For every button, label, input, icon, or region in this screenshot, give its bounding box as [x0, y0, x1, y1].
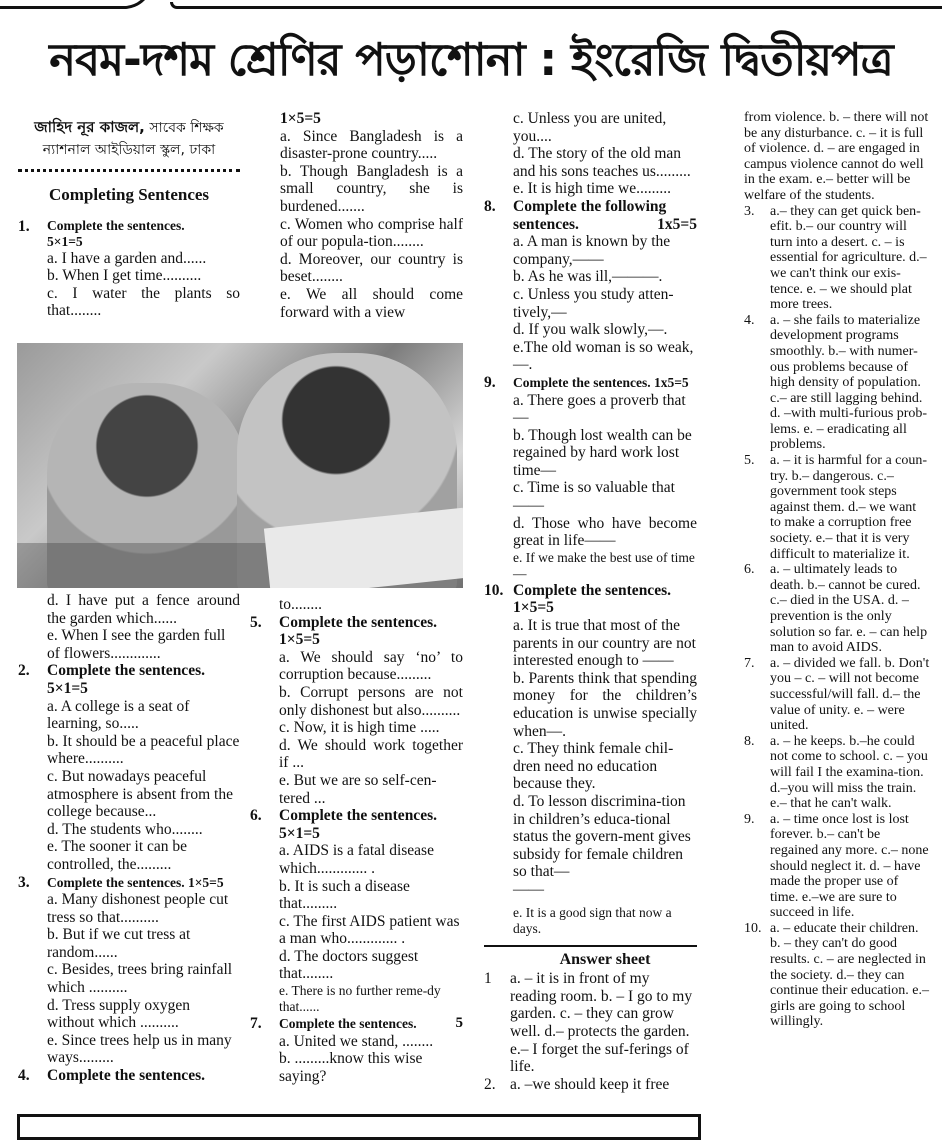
answer-item — [484, 1076, 697, 1094]
question-marks: 5 — [455, 1015, 463, 1032]
answer-text: from violence. b. – there will not be any disturbance. c. – it is full of violence. d. – are engaged in campus violence cannot do well in the exam. e.– better will be welfare of the students. — [744, 110, 929, 203]
answer-text: a. –we should keep it free — [510, 1075, 670, 1093]
list-item: a. Since Bangladesh is a disaster-prone country..... — [280, 127, 463, 163]
question-6 — [250, 807, 463, 1015]
answer-number: 1 — [484, 970, 492, 988]
answer-number: 9. — [744, 811, 755, 827]
question-2 — [18, 662, 240, 873]
question-5 — [250, 614, 463, 808]
question-number: 9. — [484, 373, 496, 391]
answer-text: a.– they can get quick ben-efit. b.– our country will turn into a desert. c. – is essential for agriculture. d.– we can't think our exis-tence. e. – we should plat more trees. — [770, 203, 927, 313]
answer-number: 2. — [484, 1075, 496, 1093]
answer-item — [744, 453, 930, 562]
list-item: e. It is a good sign that now a days. — [513, 904, 672, 936]
question-marks: 5×1=5 — [47, 233, 83, 249]
question-number: 4. — [18, 1067, 30, 1085]
top-border-bar — [170, 2, 942, 9]
list-item: c. The first AIDS patient was a man who............. . — [279, 912, 460, 948]
list-item: c. But nowadays peaceful atmosphere is absent from the college because... — [47, 767, 233, 821]
list-item: d. The story of the old man and his sons teaches us......... — [513, 145, 691, 180]
list-item: d. Those who have become great in life—— — [513, 514, 697, 550]
column-1 — [18, 116, 240, 320]
question-heading: Complete the sentences. — [279, 807, 437, 825]
answer-item — [744, 812, 930, 921]
answer-list — [744, 204, 930, 1030]
top-border-arc — [0, 0, 153, 9]
list-item: b. Though Bangladesh is a small country, she is burdened....... — [280, 162, 463, 215]
answer-text: a. – divided we fall. b. Don't you – c. – will not become successful/will fall. d.– the value of unity. e. – were united. — [770, 655, 930, 734]
question-heading — [513, 198, 697, 233]
list-item: —— — [513, 880, 544, 898]
answer-number: 5. — [744, 453, 755, 469]
list-item: a. AIDS is a fatal disease which............. . — [279, 842, 434, 877]
question-number: 8. — [484, 197, 496, 215]
list-item: c. They think female chil-dren need no education because they. — [513, 740, 674, 793]
dotted-divider — [18, 169, 240, 172]
list-item: to........ — [279, 596, 323, 613]
list-item: e. When I see the garden full of flowers............. — [47, 627, 226, 662]
list-item: e. Since trees help us in many ways......... — [47, 1031, 232, 1067]
question-10 — [484, 582, 697, 937]
column-2-continued — [250, 596, 463, 1085]
answer-text: a. – she fails to materialize development programs smoothly. b.– with numer-ous problems because of high density of population. c.– are still lagging behind. d. –with multi-furious prob-lems. e. – eradicating all problems. — [770, 312, 928, 453]
list-item: b. It is such a disease that......... — [279, 877, 410, 913]
answer-item — [744, 204, 930, 313]
question-9 — [484, 374, 697, 582]
list-item: b. Though lost wealth can be regained by hard work lost time— — [513, 426, 692, 479]
answer-text: a. – ultimately leads to death. b.– cannot be cured. c.– died in the USA. d. – prevention is the only solution so far. e. – can help man to avoid AIDS. — [770, 562, 928, 656]
answer-item — [744, 734, 930, 812]
bottom-box — [17, 1114, 701, 1140]
question-heading: Complete the sentences. — [513, 581, 671, 599]
column-1-continued — [18, 592, 240, 1085]
list-item: a. Many dishonest people cut tress so that.......... — [47, 891, 229, 926]
answer-number: 3. — [744, 203, 755, 219]
answer-number: 6. — [744, 562, 755, 578]
author-role: সাবেক শিক্ষক — [149, 120, 224, 136]
answer-sheet-title: Answer sheet — [559, 950, 651, 968]
list-item: c. Time is so valuable that—— — [513, 479, 675, 515]
question-3 — [18, 874, 240, 1068]
list-item: a. United we stand, ........ — [279, 1032, 434, 1050]
question-number: 1. — [18, 217, 30, 235]
list-item: e. But we are so self-cen-tered ... — [279, 771, 437, 807]
author-name: জাহিদ নূর কাজল, — [34, 118, 145, 136]
question-marks: 1×5=5 — [280, 110, 321, 127]
byline — [18, 116, 240, 161]
list-item: c. Unless you study atten-tively,— — [513, 285, 674, 321]
list-item: a. We should say ‘no’ to corruption because......... — [279, 648, 463, 684]
list-item: e. There is no further reme-dy that...... — [279, 983, 441, 1015]
list-item: d. The students who........ — [47, 820, 203, 838]
list-item: a. I have a garden and...... — [47, 249, 207, 267]
question-number: 3. — [18, 873, 30, 891]
question-marks: 1x5=5 — [657, 215, 697, 233]
question-7 — [250, 1015, 463, 1085]
question-heading — [279, 1015, 463, 1033]
question-1-continued — [18, 592, 240, 662]
top-border — [0, 0, 942, 26]
list-item: d. If you walk slowly,—. — [513, 321, 668, 339]
answer-text: a. – time once lost is lost forever. b.– can't be regained any more. c.– none should neglect it. d. – have made the proper use of time. e.–we are sure to succeed in life. — [770, 811, 929, 921]
question-marks: 5×1=5 — [279, 824, 320, 842]
list-item: c. Women who comprise half of our popula-tion........ — [280, 215, 463, 251]
list-item: b. As he was ill,———. — [513, 268, 663, 286]
question-heading: Complete the sentences. — [47, 662, 205, 680]
question-4 — [18, 1067, 240, 1085]
question-marks: 1×5=5 — [279, 631, 320, 649]
question-heading-text: Complete the sentences. — [279, 1016, 417, 1032]
answer-number: 8. — [744, 733, 755, 749]
list-item: e. The sooner it can be controlled, the......... — [47, 838, 188, 873]
section-title: Completing Sentences — [48, 185, 210, 204]
question-number: 6. — [250, 807, 262, 825]
answer-item — [744, 313, 930, 453]
answer-text: a. – educate their children. b. – they can't do good results. c. – are neglected in the society. d.– they can continue their education. e.– girls are going to school willingly. — [770, 920, 929, 1030]
question-number: 2. — [18, 662, 30, 680]
list-item: a. A college is a seat of learning, so..... — [47, 697, 190, 733]
answer-item — [744, 921, 930, 1030]
author-school: ন্যাশনাল আইডিয়াল স্কুল, ঢাকা — [42, 142, 216, 158]
list-item: b. But if we cut tress at random...... — [47, 926, 191, 961]
answer-number: 7. — [744, 655, 755, 671]
list-item: c. Now, it is high time ..... — [279, 719, 440, 737]
column-4 — [744, 110, 930, 1030]
list-item: d. We should work together if ... — [279, 736, 463, 772]
list-item: c. Besides, trees bring rainfall which .......... — [47, 961, 233, 997]
footer-right — [720, 1112, 930, 1126]
question-marks: 1×5=5 — [513, 599, 554, 617]
list-item: a. A man is known by the company,—— — [513, 233, 671, 268]
list-item: c. Unless you are united, you.... — [513, 110, 667, 145]
question-heading: Complete the sentences. 1×5=5 — [47, 874, 224, 890]
question-heading: Complete the sentences. — [279, 613, 437, 631]
list-item: b. .........know this wise saying? — [279, 1050, 423, 1085]
question-1 — [18, 218, 240, 320]
list-item: d. To lesson discrimina-tion in children’s educa-tional status the govern-ment gives subsidy for female children so that— — [513, 792, 691, 881]
answer-item — [744, 656, 930, 734]
list-item: b. Parents think that spending money for the children’s education is unwise specially when—. — [513, 669, 697, 740]
question-heading-text: Complete the following sentences. — [513, 197, 667, 233]
question-number: 10. — [484, 581, 504, 599]
list-item: b. It should be a peaceful place where.......... — [47, 732, 240, 768]
answer-text: a. – it is in front of my reading room. b. – I go to my garden. c. – they can grow well. d.– protects the garden. e.– I forget the suf-ferings of life. — [510, 970, 693, 1076]
list-item: d. The doctors suggest that........ — [279, 947, 419, 983]
answer-text: a. – he keeps. b.–he could not come to school. c. – you will fail I the examina-tion. d.–you will miss the train. e.– that he can't walk. — [770, 733, 928, 812]
question-8 — [484, 198, 697, 374]
list-item: e. We all should come forward with a view — [280, 285, 463, 321]
list-item: b. Corrupt persons are not only dishonest but also.......... — [279, 683, 463, 719]
answer-item — [744, 562, 930, 656]
answer-item — [484, 970, 697, 1076]
list-item: b. When I get time.......... — [47, 267, 202, 285]
list-item: d. I have put a fence around the garden which...... — [47, 592, 240, 627]
answer-text: a. – it is harmful for a coun-try. b.– dangerous. c.– government took steps against them. d.– we want to make a corruption free society. e.– that it is very difficult to materialize it. — [770, 453, 928, 562]
students-exam-photo — [17, 343, 463, 588]
list-item: e. If we make the best use of time— — [513, 549, 695, 581]
list-item: e.The old woman is so weak,—. — [513, 338, 694, 374]
list-item: a. There goes a proverb that— — [513, 391, 686, 427]
column-3 — [484, 110, 697, 1093]
list-item: c. I water the plants so that........ — [47, 284, 240, 320]
list-item: d. Tress supply oxygen without which .......... — [47, 996, 190, 1032]
answer-number: 10. — [744, 920, 762, 936]
list-item: d. Moreover, our country is beset........ — [280, 250, 463, 286]
question-heading: Complete the sentences. 1x5=5 — [513, 374, 689, 390]
column-2 — [280, 110, 463, 321]
page-title: নবম-দশম শ্রেণির পড়াশোনা : ইংরেজি দ্বিতীয়পত্র — [49, 33, 893, 86]
question-heading: Complete the sentences. — [47, 217, 185, 233]
answer-divider — [484, 945, 697, 947]
answer-number: 4. — [744, 312, 755, 328]
list-item: a. It is true that most of the parents in our country are not interested enough to —— — [513, 617, 696, 670]
question-number: 7. — [250, 1015, 262, 1033]
question-number: 5. — [250, 613, 262, 631]
question-heading: Complete the sentences. — [47, 1067, 205, 1085]
list-item: e. It is high time we......... — [513, 180, 671, 198]
question-marks: 5×1=5 — [47, 679, 88, 697]
